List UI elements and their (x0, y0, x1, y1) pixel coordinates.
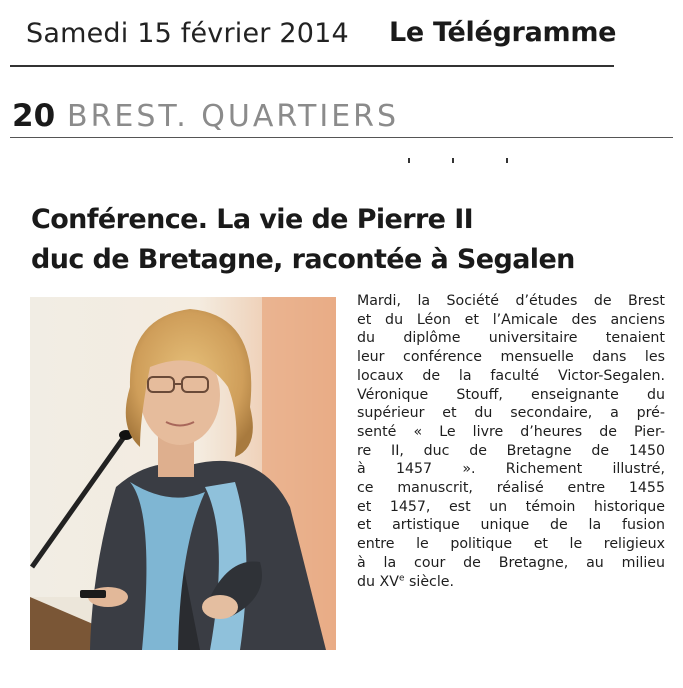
body-line: senté « Le livre d’heures de Pier- (357, 423, 665, 440)
article-title-line: duc de Bretagne, racontée à Segalen (31, 244, 575, 275)
century-superscript: e (398, 572, 405, 583)
body-line: Véronique Stouff, enseignante du (357, 386, 665, 403)
section-rule (10, 137, 673, 138)
separator-marks (402, 158, 512, 164)
body-last-line (357, 573, 665, 592)
speaker-photo (30, 297, 336, 650)
body-last-suffix: siècle. (404, 573, 455, 590)
body-line: re II, duc de Bretagne de 1450 (357, 442, 665, 459)
body-line: à la cour de Bretagne, au milieu (357, 554, 665, 571)
page-number: 20 (12, 98, 56, 134)
issue-date: Samedi 15 février 2014 (26, 18, 349, 49)
body-line: locaux de la faculté Victor-Segalen. (357, 367, 665, 384)
body-last-prefix: du XV (357, 573, 399, 590)
article-title (31, 200, 671, 280)
section-title: BREST. QUARTIERS (67, 99, 400, 134)
body-line: et du Léon et l’Amicale des anciens (357, 311, 665, 328)
header-rule (10, 65, 614, 67)
publication-name: Le Télégramme (389, 17, 617, 48)
body-line: leur conférence mensuelle dans les (357, 349, 665, 366)
body-line: supérieur et du secondaire, a pré- (357, 405, 665, 422)
body-line: et 1457, est un témoin historique (357, 498, 665, 515)
body-line: Mardi, la Société d’études de Brest (357, 293, 665, 309)
body-line: et artistique unique de la fusion (357, 517, 665, 534)
article-title-line: Conférence. La vie de Pierre II (31, 204, 474, 235)
body-line: du diplôme universitaire tenaient (357, 330, 665, 347)
body-line: entre le politique et le religieux (357, 536, 665, 553)
body-line: ce manuscrit, réalisé entre 1455 (357, 480, 665, 497)
article-body (357, 292, 665, 591)
body-line: à 1457 ». Richement illustré, (357, 461, 665, 478)
